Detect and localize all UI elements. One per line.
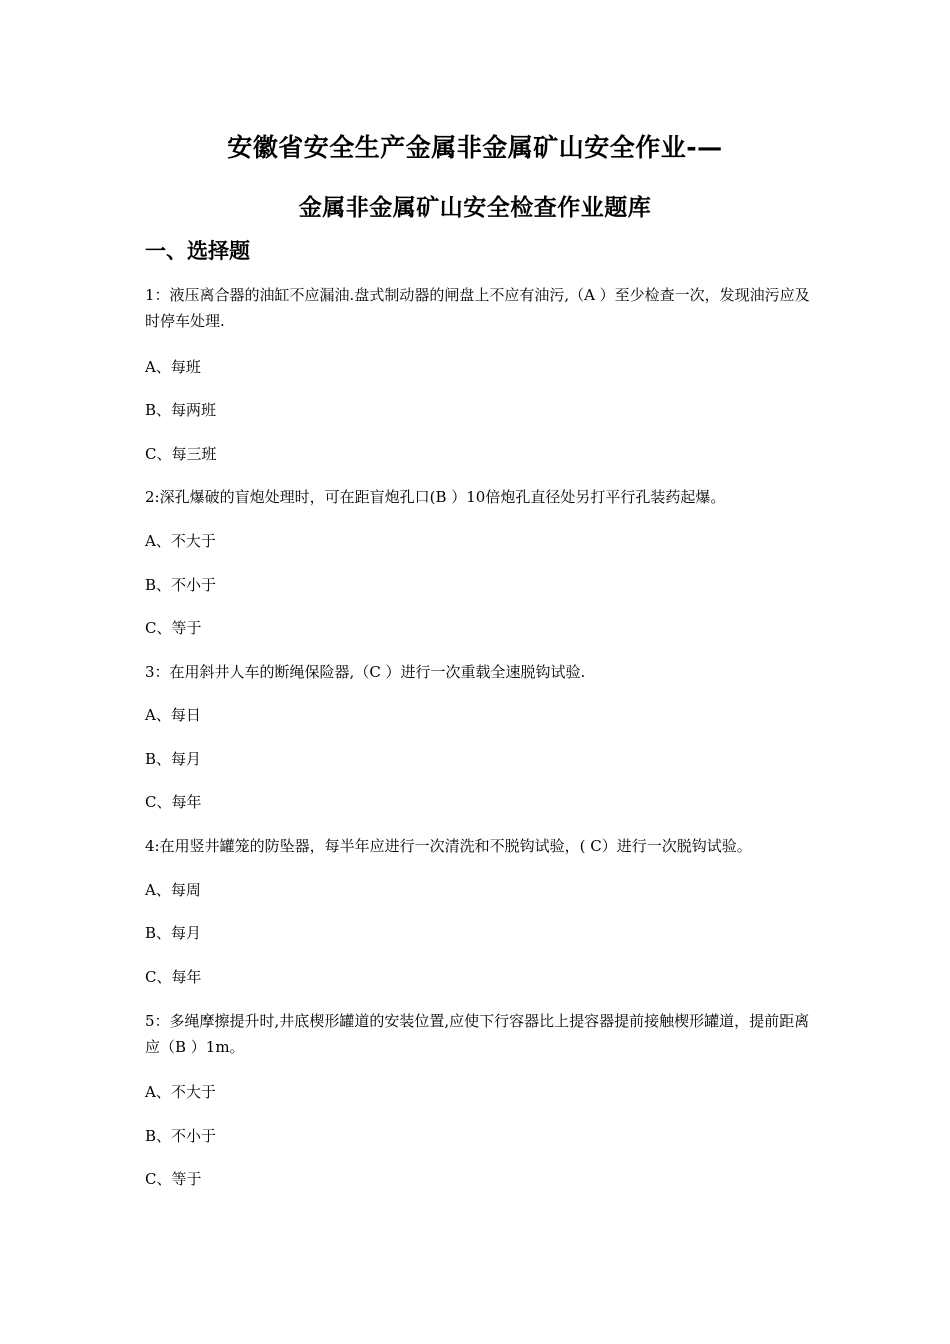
section-heading: 一、选择题 — [145, 239, 250, 263]
question-5-option-c: C、等于 — [145, 1170, 202, 1188]
question-5-text: 5：多绳摩擦提升时,井底楔形罐道的安装位置,应使下行容器比上提容器提前接触楔形罐道，提前距离应（B ）1m。 — [145, 1012, 810, 1056]
question-1-option-c: C、每三班 — [145, 445, 217, 463]
question-5-option-a: A、不大于 — [145, 1083, 216, 1101]
question-3-option-c: C、每年 — [145, 793, 202, 811]
question-2-text: 2:深孔爆破的盲炮处理时，可在距盲炮孔口(B ）10倍炮孔直径处另打平行孔装药起爆。 — [145, 488, 726, 506]
question-3-option-b: B、每月 — [145, 750, 202, 768]
question-1-option-b: B、每两班 — [145, 401, 217, 419]
question-3-option-a: A、每日 — [145, 706, 201, 724]
question-2-option-a: A、不大于 — [145, 532, 216, 550]
question-4-option-b: B、每月 — [145, 924, 202, 942]
document-title: 安徽省安全生产金属非金属矿山安全作业-— — [227, 133, 723, 162]
question-1-option-a: A、每班 — [145, 358, 201, 376]
question-3-text: 3：在用斜井人车的断绳保险器,（C ）进行一次重载全速脱钩试验. — [145, 663, 586, 681]
question-2-option-b: B、不小于 — [145, 576, 217, 594]
question-4-text: 4:在用竖井罐笼的防坠器，每半年应进行一次清洗和不脱钩试验，( C）进行一次脱钩试验。 — [145, 837, 752, 855]
question-4-option-c: C、每年 — [145, 968, 202, 986]
document-subtitle: 金属非金属矿山安全检查作业题库 — [298, 195, 652, 221]
question-5-option-b: B、不小于 — [145, 1127, 217, 1145]
question-2-option-c: C、等于 — [145, 619, 202, 637]
question-4-option-a: A、每周 — [145, 881, 201, 899]
question-1-text: 1：液压离合器的油缸不应漏油.盘式制动器的闸盘上不应有油污,（A ）至少检查一次，发现油污应及时停车处理. — [145, 286, 810, 330]
